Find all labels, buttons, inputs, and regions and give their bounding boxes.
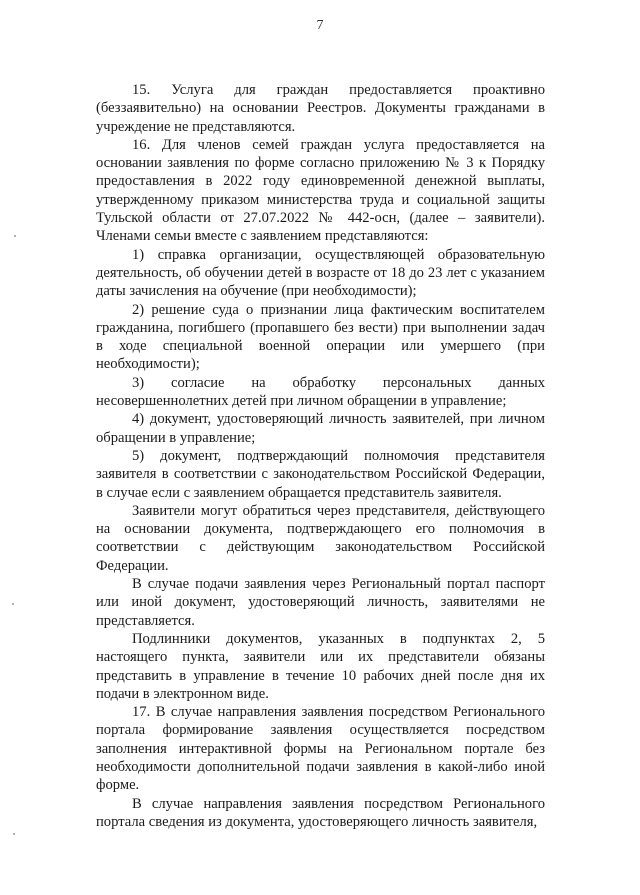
- paragraph-16: 16. Для членов семей граждан услуга предоставляется на основании заявления по форме согласно приложению № 3 к Порядку предоставления в 2022 году единовременной денежной выплаты, утвержденному приказом министерства труда и социальной защиты Тульской области от 27.07.2022 № 442-осн, (далее – заявители). Членами семьи вместе с заявлением представляются:: [96, 136, 545, 245]
- page-number: 7: [316, 18, 324, 33]
- scan-artifact: [14, 235, 16, 237]
- list-item-1: 1) справка организации, осуществляющей образовательную деятельность, об обучении детей в возрасте от 18 до 23 лет с указанием даты зачисления на обучение (при необходимости);: [96, 246, 545, 300]
- document-body: [96, 81, 545, 831]
- paragraph-15: 15. Услуга для граждан предоставляется проактивно (беззаявительно) на основании Реестров. Документы гражданами в учреждение не представляются.: [96, 82, 545, 135]
- paragraph-regional-portal-passport: В случае подачи заявления через Региональный портал паспорт или иной документ, удостоверяющий личность, заявителями не представляется.: [96, 576, 545, 629]
- paragraph-original-documents: Подлинники документов, указанных в подпунктах 2, 5 настоящего пункта, заявители или их представители обязаны представить в управление в течение 10 рабочих дней после дня их подачи в электронном виде.: [96, 630, 545, 702]
- scan-artifact: [13, 833, 15, 835]
- list-item-5: 5) документ, подтверждающий полномочия представителя заявителя в соответствии с законодательством Российской Федерации, в случае если с заявлением обращается представитель заявителя.: [96, 447, 545, 501]
- paragraph-representatives: Заявители могут обратиться через представителя, действующего на основании документа, подтверждающего его полномочия в соответствии с действующим законодательством Российской Федерации.: [96, 502, 545, 574]
- list-item-4: 4) документ, удостоверяющий личность заявителей, при личном обращении в управление;: [96, 411, 545, 446]
- scan-artifact: [12, 603, 14, 605]
- list-item-2: 2) решение суда о признании лица фактическим воспитателем гражданина, погибшего (пропавшего без вести) при выполнении задач в ходе специальной военной операции или умершего (при необходимости);: [96, 301, 545, 373]
- paragraph-17: 17. В случае направления заявления посредством Регионального портала формирование заявления осуществляется посредством заполнения интерактивной формы на Региональном портале без необходимости дополнительной подачи заявления в какой-либо иной форме.: [96, 704, 545, 794]
- list-item-3: 3) согласие на обработку персональных данных несовершеннолетних детей при личном обращении в управление;: [96, 374, 545, 410]
- paragraph-identity-data: В случае направления заявления посредством Регионального портала сведения из документа, удостоверяющего личность заявителя,: [96, 795, 545, 830]
